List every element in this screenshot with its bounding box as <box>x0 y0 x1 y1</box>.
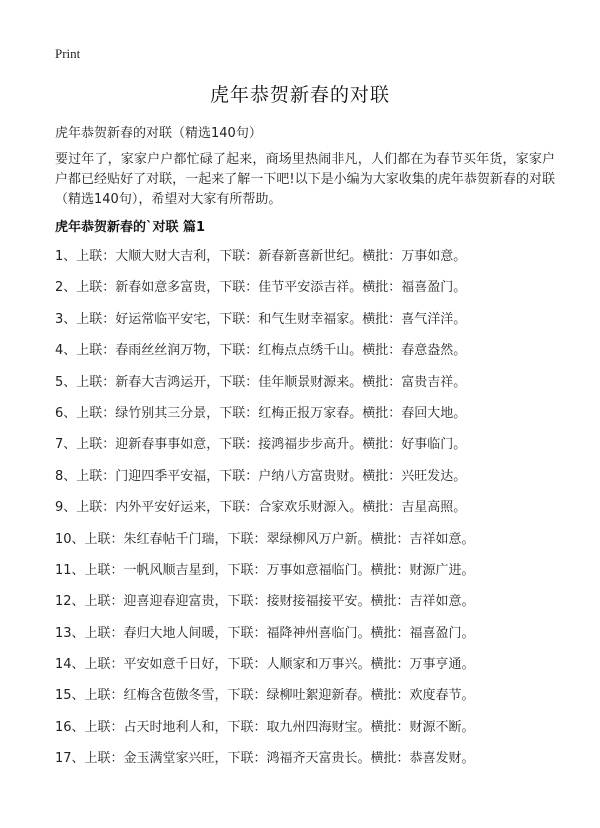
subtitle: 虎年恭贺新春的对联（精选140句） <box>55 126 262 141</box>
couplet-list <box>55 248 575 782</box>
intro-paragraph: 要过年了，家家户户都忙碌了起来，商场里热闹非凡，人们都在为春节买年货，家家户户都已经贴好了对联，一起来了解一下吧!以下是小编为大家收集的虎年恭贺新春的对联（精选140句），希望对大家有所帮助。 <box>55 152 555 207</box>
list-item: 3、上联：好运常临平安宅，下联：和气生财幸福家。横批：喜气洋洋。 <box>55 311 467 327</box>
list-item: 14、上联：平安如意千日好，下联：人顺家和万事兴。横批：万事亨通。 <box>55 657 475 673</box>
list-item: 12、上联：迎喜迎春迎富贵，下联：接财接福接平安。横批：吉祥如意。 <box>55 594 475 610</box>
list-item: 1、上联：大顺大财大吉利，下联：新春新喜新世纪。横批：万事如意。 <box>55 249 467 264</box>
list-item: 8、上联：门迎四季平安福，下联：户纳八方富贵财。横批：兴旺发达。 <box>55 468 467 484</box>
list-item: 4、上联：春雨丝丝润万物，下联：红梅点点绣千山。横批：春意盎然。 <box>55 343 467 359</box>
list-item: 15、上联：红梅含苞傲冬雪，下联：绿柳吐絮迎新春。横批：欢度春节。 <box>55 688 475 704</box>
list-item: 7、上联：迎新春事事如意，下联：接鸿福步步高升。横批：好事临门。 <box>55 437 467 453</box>
section-heading: 虎年恭贺新春的`对联 篇1 <box>55 220 206 235</box>
list-item: 13、上联：春归大地人间暖，下联：福降神州喜临门。横批：福喜盈门。 <box>55 625 475 641</box>
list-item: 9、上联：内外平安好运来，下联：合家欢乐财源入。横批：吉星高照。 <box>55 500 467 516</box>
list-item: 16、上联：占天时地利人和，下联：取九州四海财宝。横批：财源不断。 <box>55 719 475 735</box>
page-title: 虎年恭贺新春的对联 <box>209 84 390 106</box>
list-item: 17、上联：金玉满堂家兴旺，下联：鸿福齐天富贵长。横批：恭喜发财。 <box>55 751 475 767</box>
list-item: 5、上联：新春大吉鸿运开，下联：佳年顺景财源来。横批：富贵吉祥。 <box>55 374 467 390</box>
list-item: 11、上联：一帆风顺吉星到，下联：万事如意福临门。横批：财源广进。 <box>55 562 475 578</box>
print-label[interactable]: Print <box>55 46 81 61</box>
list-item: 2、上联：新春如意多富贵，下联：佳节平安添吉祥。横批：福喜盈门。 <box>55 280 467 296</box>
list-item: 10、上联：朱红春帖千门瑞，下联：翠绿柳风万户新。横批：吉祥如意。 <box>55 531 475 547</box>
list-item: 6、上联：绿竹别其三分景，下联：红梅正报万家春。横批：春回大地。 <box>55 405 467 421</box>
